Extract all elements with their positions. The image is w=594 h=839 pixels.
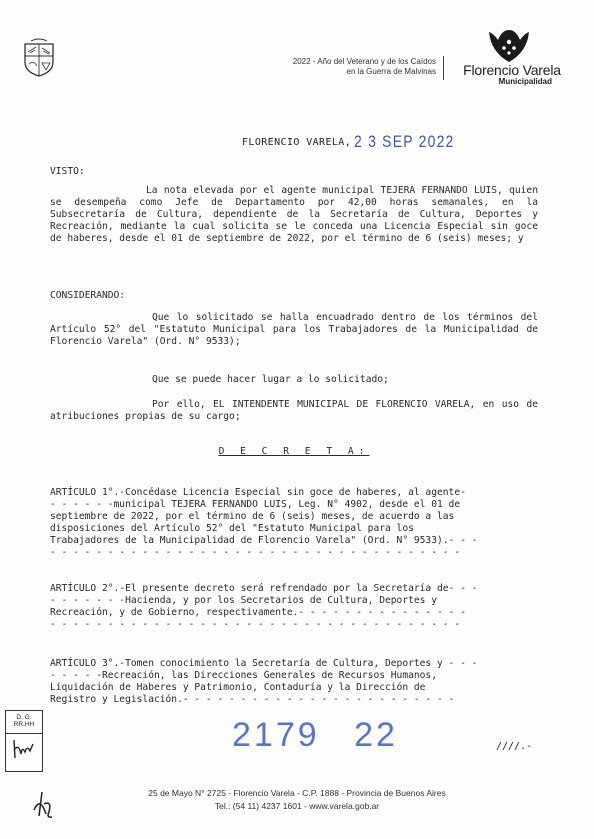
motto-line-2: en la Guerra de Malvinas	[346, 67, 436, 76]
article-3-line: - - - - -Recreación, las Direcciones Generales de Recursos Humanos,	[50, 670, 437, 682]
date-stamp: 2 3 SEP 2022	[354, 132, 455, 151]
article-2-line: - - - - - - - - - - - - - - - - - - - - - - - - - - - - - - - - - - - -	[50, 619, 461, 631]
brand-name: Florencio Varela	[463, 62, 561, 78]
article-1-line: Trabajadores de la Municipalidad de Florencio Varela" (Ord. N° 9533).- - -	[50, 535, 478, 547]
considerando-paragraph-1	[50, 312, 538, 348]
article-1-line: ARTÍCULO 1°.-Concédase Licencia Especial sin goce de haberes, al agente-	[50, 487, 466, 498]
brand-subtitle: Municipalidad	[498, 77, 552, 86]
header-divider	[443, 56, 444, 80]
visto-paragraph	[50, 185, 538, 245]
article-3	[50, 658, 538, 706]
hr-stamp-line-2: RR.HH	[13, 721, 35, 728]
date-place: FLORENCIO VARELA,	[242, 137, 352, 148]
article-1-line: - - - - - - - - - - - - - - - - - - - - - - - - - - - - - - - - - - - -	[50, 547, 461, 559]
visto-label: VISTO:	[50, 166, 85, 177]
article-3-line: ARTÍCULO 3°.-Tomen conocimiento la Secretaría de Cultura, Deportes y - - -	[50, 658, 478, 669]
visto-text: La nota elevada por el agente municipal TEJERA FERNANDO LUIS, quien se desempeña como Jefe de Departamento por 42,00 horas semanales, en la Subsecretaría de Cultura, dependiente de la Secretaría de Cultura, Deportes y Recreación, mediante la cual solicita se le conceda una Licencia Especial sin goce de haberes, desde el 01 de septiembre de 2022, por el término de 6 (seis) meses; y	[50, 185, 538, 245]
footer-address: 25 de Mayo N° 2725 - Florencio Varela - C.P. 1888 - Provincia de Buenos Aires	[148, 788, 446, 798]
handwritten-initials-icon	[10, 736, 36, 762]
header-motto	[222, 57, 436, 77]
coat-of-arms-icon	[22, 38, 56, 78]
article-3-line: Liquidación de Haberes y Patrimonio, Contaduría y la Dirección de	[50, 682, 426, 694]
considerando-label: CONSIDERANDO:	[50, 290, 126, 301]
article-2-line: ARTÍCULO 2°.-El presente decreto será refrendado por la Secretaría de- - -	[50, 583, 478, 594]
article-1	[50, 487, 538, 560]
hr-stamp-line-1: D. G.	[16, 714, 32, 721]
continuation-mark: ////.-	[496, 741, 533, 752]
considerando-paragraph-3	[50, 399, 538, 423]
municipality-logo-icon	[486, 28, 532, 64]
article-1-line: disposiciones del Artículo 52° del "Estatuto Municipal para los	[50, 523, 414, 535]
decree-number-stamp: 2179 22	[232, 716, 398, 754]
hr-stamp-divider	[6, 733, 42, 734]
considerando-paragraph-2: Que se puede hacer lugar a lo solicitado;	[152, 374, 389, 385]
hr-stamp-label	[6, 711, 42, 728]
decreta-heading: D E C R E T A:	[218, 446, 370, 457]
article-1-line: - - - - - -municipal TEJERA FERNANDO LUIS, Leg. N° 4902, desde el 01 de	[50, 499, 461, 511]
article-2-line: - - - - - - -Hacienda, y por los Secretarios de Cultura, Deportes y	[50, 595, 437, 607]
article-2	[50, 583, 538, 631]
article-3-line: Registro y Legislación.- - - - - - - - - - - - - - - - - - - - - - - -	[50, 694, 455, 706]
considerando-text-1: Que lo solicitado se halla encuadrado dentro de los términos del Artículo 52° del "Estatuto Municipal para los Trabajadores de la Municipalidad de Florencio Varela" (Ord. N° 9533);	[50, 312, 538, 348]
motto-line-1: 2022 - Año del Veterano y de los Caídos	[292, 57, 436, 66]
article-1-line: septiembre de 2022, por el término de 6 (seis) meses, de acuerdo a las	[50, 511, 455, 523]
article-2-line: Recreación, y de Gobierno, respectivamente.- - - - - - - - - - - - - - -	[50, 607, 466, 619]
considerando-text-3: Por ello, EL INTENDENTE MUNICIPAL DE FLORENCIO VARELA, en uso de atribuciones propias de su cargo;	[50, 399, 538, 423]
footer-contact: Tel.: (54 11) 4237 1601 - www.varela.gob.ar	[214, 801, 380, 811]
